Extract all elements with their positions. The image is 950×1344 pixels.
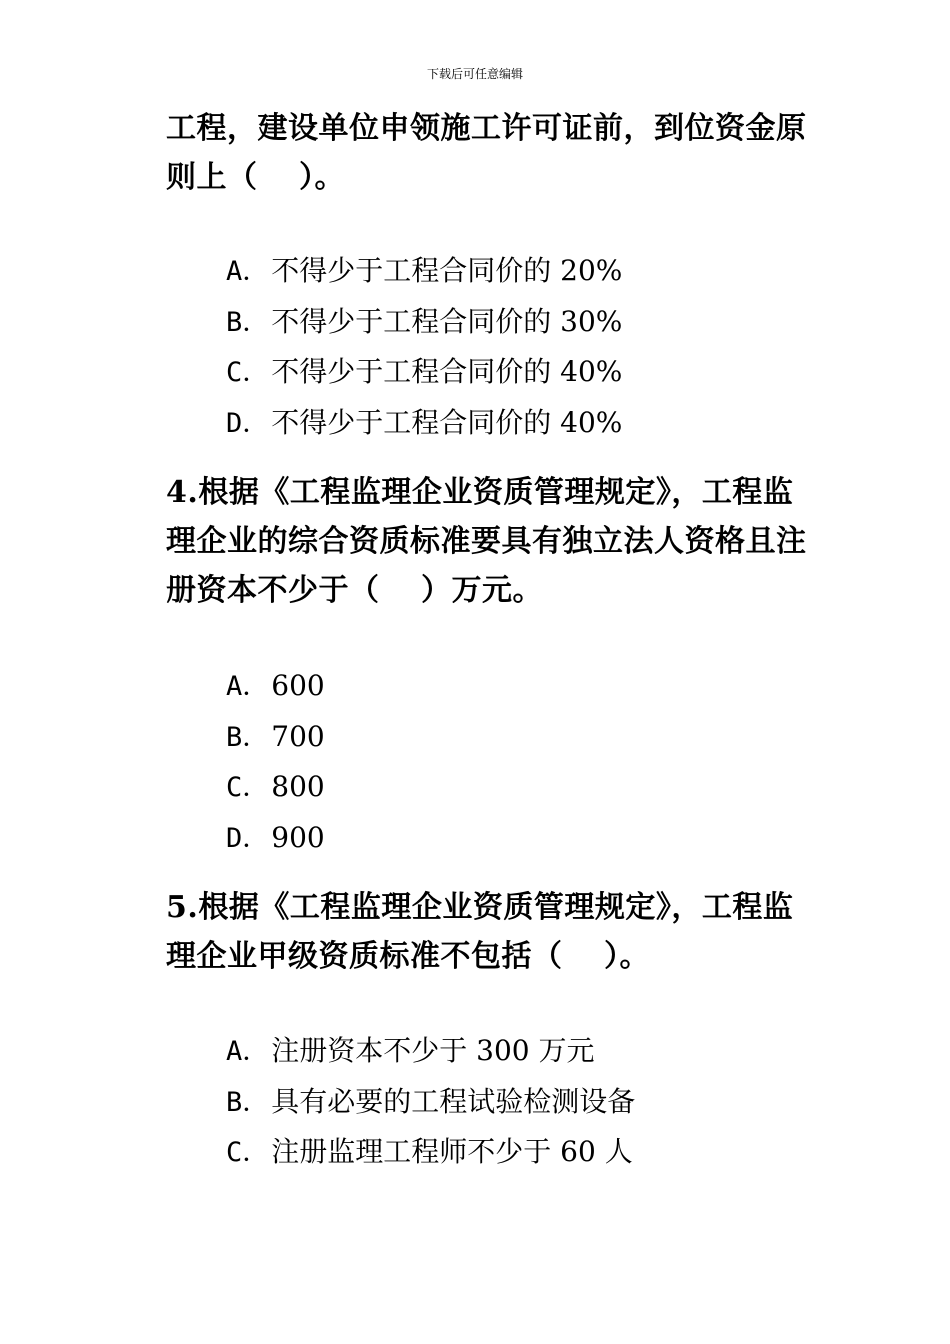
option-c	[226, 347, 622, 398]
option-text: 不得少于工程合同价的 30%	[271, 304, 623, 338]
option-list	[226, 661, 325, 863]
option-a	[226, 661, 325, 712]
option-b	[226, 297, 622, 348]
option-b	[226, 1077, 635, 1128]
option-a	[226, 246, 622, 297]
option-a	[226, 1026, 635, 1077]
option-letter: C．	[226, 772, 270, 803]
option-list	[226, 246, 622, 448]
option-letter: C．	[226, 357, 270, 388]
option-text: 800	[271, 770, 325, 803]
option-letter: B．	[226, 306, 270, 338]
option-c	[226, 1127, 635, 1178]
option-text: 注册资本不少于 300 万元	[271, 1034, 595, 1067]
question-text: 工程，建设单位申领施工许可证前，到位资金原则上（ ）。	[166, 111, 807, 195]
option-letter: A．	[226, 671, 270, 702]
option-text: 注册监理工程师不少于 60 人	[271, 1135, 633, 1168]
page-header: 下载后可任意编辑	[426, 67, 523, 81]
option-letter: B．	[226, 1086, 270, 1118]
option-letter: D．	[226, 822, 270, 854]
question-text: 4.根据《工程监理企业资质管理规定》，工程监理企业的综合资质标准要具有独立法人资格且注册资本不少于（ ）万元。	[166, 475, 807, 608]
option-list	[226, 1026, 635, 1178]
option-text: 900	[271, 820, 325, 854]
option-text: 不得少于工程合同价的 40%	[271, 355, 623, 388]
option-letter: A．	[226, 1036, 270, 1067]
option-d	[226, 398, 622, 449]
option-letter: A．	[226, 256, 270, 287]
option-text: 600	[271, 669, 325, 702]
option-text: 700	[271, 719, 325, 753]
option-text: 不得少于工程合同价的 20%	[271, 254, 623, 287]
option-letter: B．	[226, 721, 270, 753]
option-d	[226, 813, 325, 864]
question-text: 5.根据《工程监理企业资质管理规定》，工程监理企业甲级资质标准不包括（ ）。	[166, 890, 794, 974]
option-text: 具有必要的工程试验检测设备	[271, 1084, 636, 1118]
option-c	[226, 762, 325, 813]
option-text: 不得少于工程合同价的 40%	[271, 405, 623, 439]
option-letter: C．	[226, 1137, 270, 1168]
option-b	[226, 712, 325, 763]
option-letter: D．	[226, 407, 270, 439]
